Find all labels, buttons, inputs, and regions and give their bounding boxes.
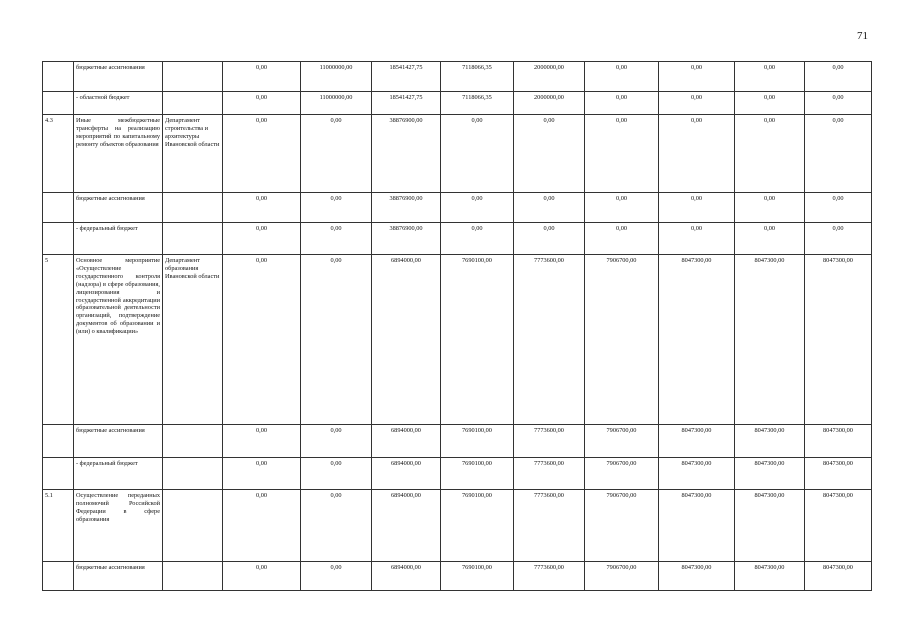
value-cell: 0,00: [585, 92, 659, 115]
value-cell: 0,00: [659, 92, 735, 115]
value-cell: 7773600,00: [514, 255, 585, 425]
table-row: [43, 255, 872, 425]
row-name: Осуществление переданных полномочий Российской Федерации в сфере образования: [74, 490, 163, 562]
value-cell: 6894000,00: [372, 458, 441, 490]
value-cell: 8047300,00: [735, 255, 805, 425]
value-cell: 38876900,00: [372, 115, 441, 193]
row-executor: [163, 562, 223, 591]
value-cell: 0,00: [805, 92, 872, 115]
budget-table: [42, 61, 872, 591]
value-cell: 0,00: [301, 193, 372, 223]
value-cell: 7773600,00: [514, 490, 585, 562]
value-cell: 0,00: [514, 115, 585, 193]
value-cell: 0,00: [441, 115, 514, 193]
value-cell: 6894000,00: [372, 255, 441, 425]
value-cell: 0,00: [659, 115, 735, 193]
table-row: [43, 458, 872, 490]
value-cell: 0,00: [301, 425, 372, 458]
value-cell: 0,00: [585, 62, 659, 92]
value-cell: 7906700,00: [585, 562, 659, 591]
value-cell: 7906700,00: [585, 458, 659, 490]
row-name: - федеральный бюджет: [74, 223, 163, 255]
row-code: [43, 425, 74, 458]
value-cell: 6894000,00: [372, 562, 441, 591]
value-cell: 8047300,00: [659, 490, 735, 562]
value-cell: 0,00: [441, 223, 514, 255]
value-cell: 7690100,00: [441, 490, 514, 562]
row-code: 5: [43, 255, 74, 425]
value-cell: 38876900,00: [372, 223, 441, 255]
value-cell: 8047300,00: [659, 458, 735, 490]
value-cell: 8047300,00: [735, 562, 805, 591]
table-row: [43, 425, 872, 458]
value-cell: 0,00: [805, 115, 872, 193]
value-cell: 0,00: [223, 92, 301, 115]
table-row: [43, 92, 872, 115]
row-code: [43, 193, 74, 223]
value-cell: 0,00: [223, 562, 301, 591]
value-cell: 0,00: [805, 62, 872, 92]
value-cell: 0,00: [301, 115, 372, 193]
value-cell: 0,00: [223, 193, 301, 223]
value-cell: 6894000,00: [372, 490, 441, 562]
row-executor: Департамент образования Ивановской области: [163, 255, 223, 425]
value-cell: 0,00: [585, 115, 659, 193]
value-cell: 11000000,00: [301, 92, 372, 115]
value-cell: 7906700,00: [585, 255, 659, 425]
value-cell: 8047300,00: [735, 425, 805, 458]
row-name: бюджетные ассигнования: [74, 562, 163, 591]
value-cell: 0,00: [301, 255, 372, 425]
row-name: Иные межбюджетные трансферты на реализацию мероприятий по капитальному ремонту объектов образования: [74, 115, 163, 193]
value-cell: 6894000,00: [372, 425, 441, 458]
row-name: бюджетные ассигнования: [74, 193, 163, 223]
row-code: [43, 223, 74, 255]
value-cell: 7690100,00: [441, 425, 514, 458]
value-cell: 8047300,00: [659, 425, 735, 458]
value-cell: 0,00: [223, 255, 301, 425]
page-number: 71: [857, 30, 868, 42]
value-cell: 0,00: [223, 490, 301, 562]
value-cell: 0,00: [735, 193, 805, 223]
row-executor: Департамент строительства и архитектуры Ивановской области: [163, 115, 223, 193]
value-cell: 18541427,75: [372, 92, 441, 115]
table-row: [43, 490, 872, 562]
table-row: [43, 562, 872, 591]
value-cell: 7906700,00: [585, 490, 659, 562]
row-executor: [163, 223, 223, 255]
value-cell: 7906700,00: [585, 425, 659, 458]
row-name: Основное мероприятие «Осуществление государственного контроля (надзора) в сфере образования, лицензирования и государственной аккредитации образовательной деятельности организаций, подтверждение документов об образовании и (или) о квалификации»: [74, 255, 163, 425]
value-cell: 8047300,00: [805, 490, 872, 562]
value-cell: 0,00: [805, 193, 872, 223]
value-cell: 8047300,00: [805, 562, 872, 591]
value-cell: 0,00: [659, 62, 735, 92]
value-cell: 8047300,00: [659, 255, 735, 425]
value-cell: 0,00: [301, 490, 372, 562]
value-cell: 0,00: [301, 458, 372, 490]
row-code: [43, 92, 74, 115]
value-cell: 7118066,35: [441, 92, 514, 115]
value-cell: 0,00: [805, 223, 872, 255]
row-executor: [163, 92, 223, 115]
value-cell: 0,00: [223, 62, 301, 92]
row-code: 5.1: [43, 490, 74, 562]
value-cell: 0,00: [659, 223, 735, 255]
value-cell: 0,00: [223, 425, 301, 458]
value-cell: 8047300,00: [805, 425, 872, 458]
value-cell: 7773600,00: [514, 458, 585, 490]
row-executor: [163, 458, 223, 490]
row-name: бюджетные ассигнования: [74, 62, 163, 92]
row-code: [43, 458, 74, 490]
value-cell: 0,00: [585, 193, 659, 223]
value-cell: 8047300,00: [805, 458, 872, 490]
value-cell: 0,00: [735, 62, 805, 92]
table-row: [43, 223, 872, 255]
value-cell: 0,00: [659, 193, 735, 223]
value-cell: 38876900,00: [372, 193, 441, 223]
value-cell: 0,00: [735, 223, 805, 255]
value-cell: 0,00: [514, 223, 585, 255]
value-cell: 8047300,00: [659, 562, 735, 591]
value-cell: 7118066,35: [441, 62, 514, 92]
row-executor: [163, 62, 223, 92]
value-cell: 7690100,00: [441, 458, 514, 490]
value-cell: 2000000,00: [514, 62, 585, 92]
value-cell: 7690100,00: [441, 562, 514, 591]
row-name: - федеральный бюджет: [74, 458, 163, 490]
value-cell: 0,00: [223, 223, 301, 255]
value-cell: 7690100,00: [441, 255, 514, 425]
value-cell: 8047300,00: [735, 458, 805, 490]
table-row: [43, 115, 872, 193]
value-cell: 0,00: [514, 193, 585, 223]
value-cell: 0,00: [441, 193, 514, 223]
table-row: [43, 193, 872, 223]
value-cell: 0,00: [301, 562, 372, 591]
row-executor: [163, 490, 223, 562]
value-cell: 0,00: [223, 458, 301, 490]
value-cell: 0,00: [735, 92, 805, 115]
row-name: бюджетные ассигнования: [74, 425, 163, 458]
value-cell: 0,00: [735, 115, 805, 193]
table-row: [43, 62, 872, 92]
value-cell: 7773600,00: [514, 562, 585, 591]
value-cell: 0,00: [585, 223, 659, 255]
value-cell: 18541427,75: [372, 62, 441, 92]
row-code: [43, 562, 74, 591]
row-executor: [163, 193, 223, 223]
row-code: 4.3: [43, 115, 74, 193]
value-cell: 0,00: [301, 223, 372, 255]
value-cell: 7773600,00: [514, 425, 585, 458]
row-code: [43, 62, 74, 92]
value-cell: 0,00: [223, 115, 301, 193]
value-cell: 8047300,00: [805, 255, 872, 425]
row-name: - областной бюджет: [74, 92, 163, 115]
value-cell: 11000000,00: [301, 62, 372, 92]
value-cell: 8047300,00: [735, 490, 805, 562]
value-cell: 2000000,00: [514, 92, 585, 115]
row-executor: [163, 425, 223, 458]
